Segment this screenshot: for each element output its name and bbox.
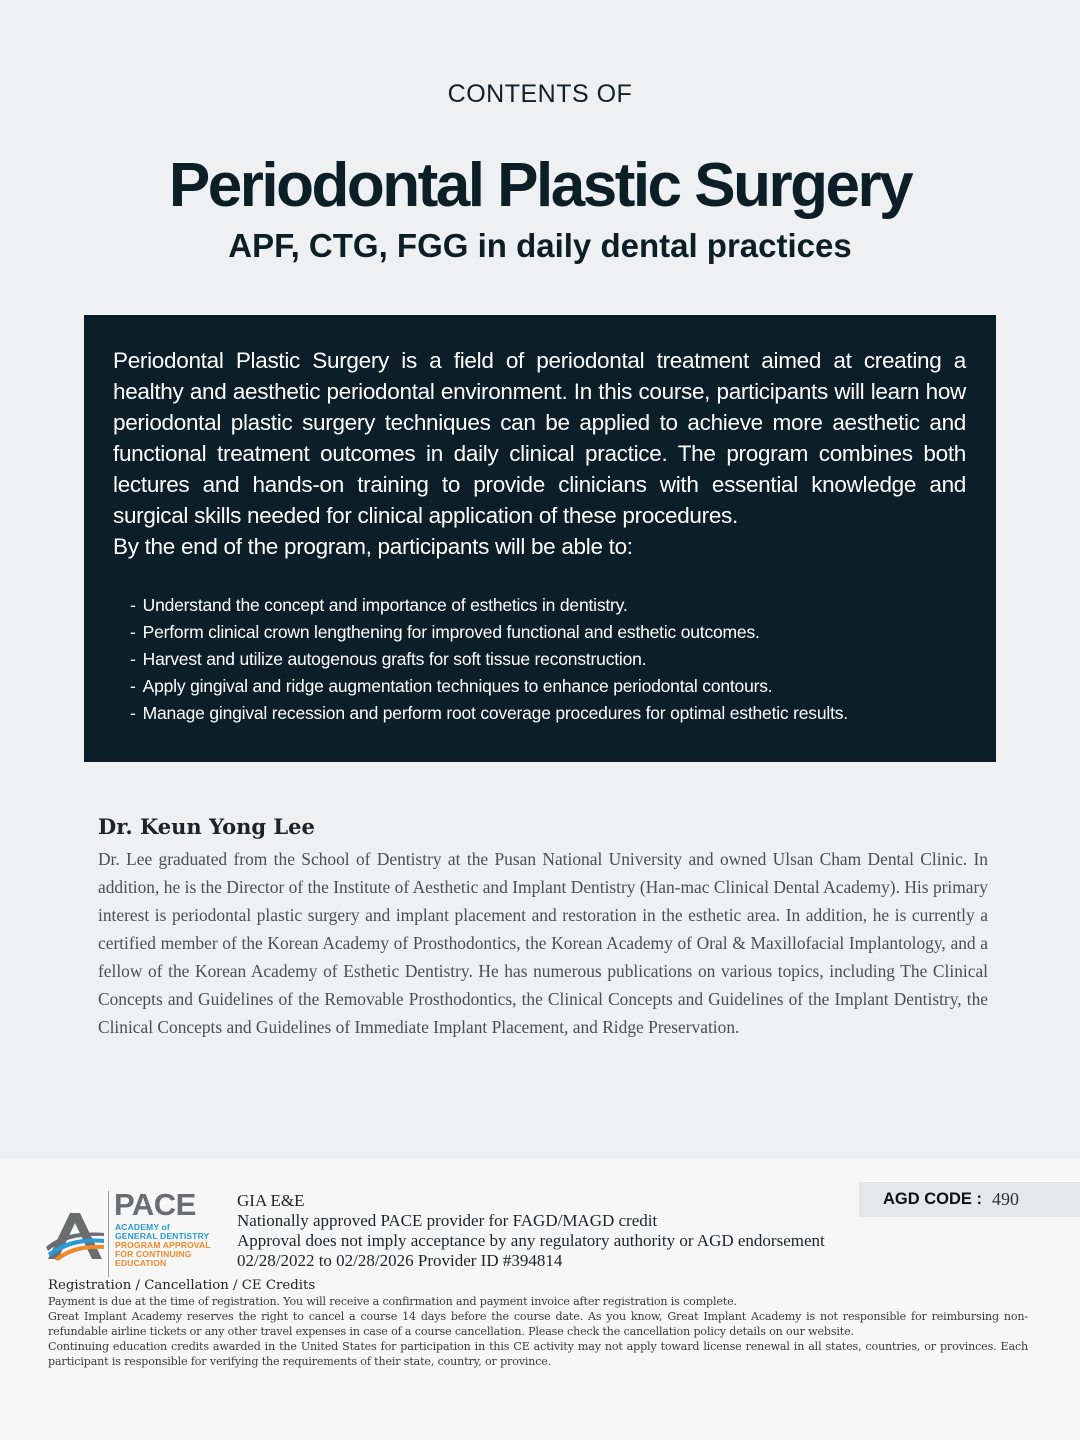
agd-code-badge xyxy=(859,1182,1080,1217)
page-title: Periodontal Plastic Surgery xyxy=(168,151,912,220)
dash-bullet-icon: - xyxy=(130,595,136,615)
pace-wordmark: PACE xyxy=(114,1187,196,1222)
instructor-bio xyxy=(98,814,988,1041)
pace-logo xyxy=(46,1189,222,1273)
agd-a-mark-icon xyxy=(46,1211,106,1261)
logo-line: FOR CONTINUING xyxy=(115,1249,192,1259)
learning-objective: - Harvest and utilize autogenous grafts for soft tissue reconstruction. xyxy=(130,649,647,669)
learning-objective: - Understand the concept and importance of esthetics in dentistry. xyxy=(130,595,628,615)
footer xyxy=(0,1159,1080,1440)
policy-section xyxy=(48,1277,1028,1369)
page-kicker: CONTENTS OF xyxy=(447,80,633,108)
course-description xyxy=(113,345,966,562)
dash-bullet-icon: - xyxy=(130,676,136,696)
logo-line: EDUCATION xyxy=(115,1258,167,1268)
learning-objectives-list xyxy=(113,592,966,727)
policy-title: Registration / Cancellation / CE Credits xyxy=(48,1278,316,1293)
provider-approval: Nationally approved PACE provider for FAGD/MAGD credit xyxy=(237,1211,658,1230)
course-overview-box xyxy=(84,315,996,762)
provider-disclaimer: Approval does not imply acceptance by any regulatory authority or AGD endorsement xyxy=(237,1231,825,1250)
agd-code-label: AGD CODE : xyxy=(883,1190,982,1208)
dash-bullet-icon: - xyxy=(130,649,136,669)
course-description-paragraph: Periodontal Plastic Surgery is a field of periodontal treatment aimed at creating a healthy and aesthetic periodontal environment. In this course, participants will learn how periodontal plastic surgery techniques can be applied to achieve more aesthetic and functional treatment outcomes in daily clinical practice. The program combines both lectures and hands-on training to provide clinicians with essential knowledge and surgical skills needed for clinical application of these procedures. xyxy=(113,348,966,528)
provider-dates-id: 02/28/2022 to 02/28/2026 Provider ID #394814 xyxy=(237,1251,563,1270)
learning-objective: - Apply gingival and ridge augmentation techniques to enhance periodontal contours. xyxy=(130,676,773,696)
learning-objective: - Perform clinical crown lengthening for improved functional and esthetic outcomes. xyxy=(130,622,760,642)
logo-line: PROGRAM APPROVAL xyxy=(115,1240,211,1250)
logo-divider xyxy=(108,1191,109,1277)
learning-objective: - Manage gingival recession and perform root coverage procedures for optimal esthetic results. xyxy=(130,703,848,723)
policy-text xyxy=(48,1294,1028,1369)
dash-bullet-icon: - xyxy=(130,703,136,723)
instructor-name: Dr. Keun Yong Lee xyxy=(98,814,315,839)
ce-credit-policy: Continuing education credits awarded in the United States for participation in this CE activity may not apply toward license renewal in all states, countries, or provinces. Each participant is responsible for verifying the requirements of their state, country, or province. xyxy=(48,1340,1028,1368)
instructor-bio-text: Dr. Lee graduated from the School of Dentistry at the Pusan National University and owned Ulsan Cham Dental Clinic. In addition, he is the Director of the Institute of Aesthetic and Implant Dentistry (Han-mac Clinical Dental Academy). His primary interest is periodontal plastic surgery and implant placement and restoration in the esthetic area. In addition, he is currently a certified member of the Korean Academy of Prosthodontics, the Korean Academy of Oral & Maxillofacial Implantology, and a fellow of the Korean Academy of Esthetic Dentistry. He has numerous publications on various topics, including The Clinical Concepts and Guidelines of the Removable Prosthodontics, the Clinical Concepts and Guidelines of the Implant Dentistry, the Clinical Concepts and Guidelines of Immediate Implant Placement, and Ridge Preservation. xyxy=(98,849,988,1037)
provider-name: GIA E&E xyxy=(237,1191,305,1210)
logo-line: ACADEMY of xyxy=(115,1222,170,1232)
cancellation-policy: Great Implant Academy reserves the right to cancel a course 14 days before the course date. As you know, Great Implant Academy is not responsible for reimbursing non-refundable airline tickets or any other travel expenses in case of a course cancellation. Please check the cancellation policy details on our website. xyxy=(48,1310,1028,1338)
payment-policy: Payment is due at the time of registration. You will receive a confirmation and payment invoice after registration is complete. xyxy=(48,1295,737,1308)
logo-line: GENERAL DENTISTRY xyxy=(115,1231,210,1241)
page-subtitle: APF, CTG, FGG in daily dental practices xyxy=(228,227,852,264)
agd-code-value: 490 xyxy=(992,1189,1019,1209)
provider-info xyxy=(237,1191,825,1271)
learning-objectives-lead-in: By the end of the program, participants will be able to: xyxy=(113,534,633,559)
dash-bullet-icon: - xyxy=(130,622,136,642)
